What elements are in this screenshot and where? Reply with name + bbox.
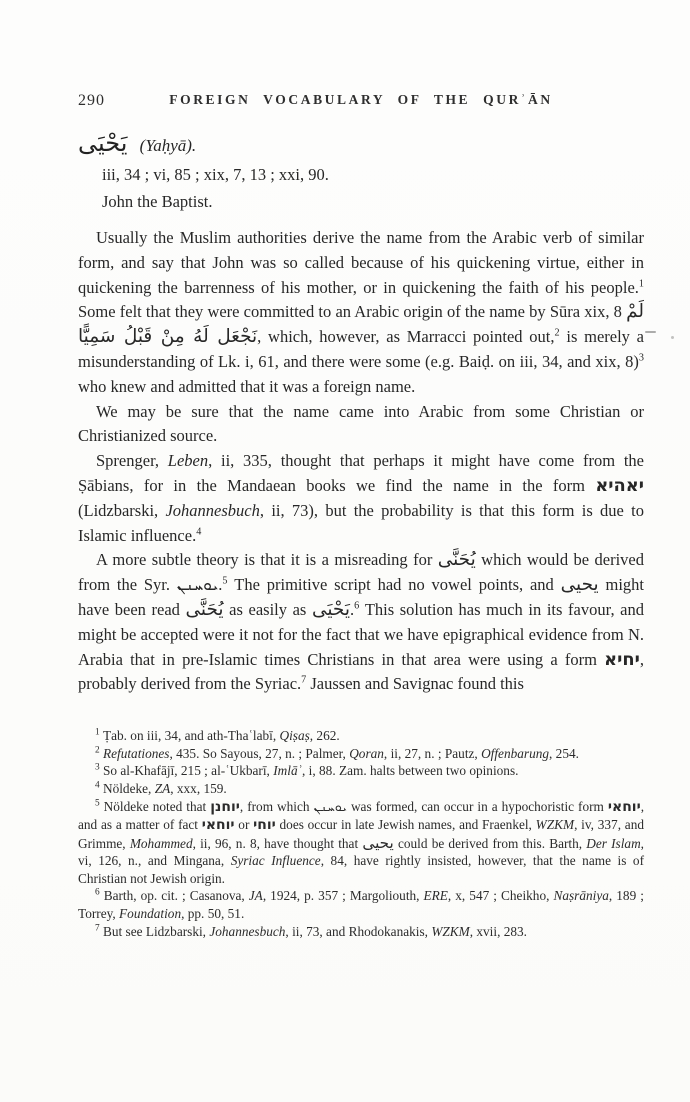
text-run: But see Lidzbarski, xyxy=(99,923,210,939)
footnote xyxy=(78,923,644,941)
arabic-text-run: يحيى xyxy=(362,833,394,852)
text-run: , pp. 50, 51. xyxy=(181,906,245,922)
text-run: might have been read xyxy=(78,575,645,619)
footnote-marker: 5 xyxy=(95,798,100,809)
paragraph xyxy=(78,449,644,548)
text-run: ZA xyxy=(154,780,171,796)
text-run: JA xyxy=(248,888,263,904)
text-run: Naṣrāniya xyxy=(553,888,609,904)
text-run: , ii, 73, and Rhodokanakis, xyxy=(285,923,432,939)
footnote-marker: 5 xyxy=(222,575,228,587)
text-run: , 254. xyxy=(549,745,579,761)
text-run: who knew and admitted that it was a foreign name. xyxy=(78,376,416,396)
page-number: 290 xyxy=(78,92,105,109)
footnote-marker: 3 xyxy=(95,762,100,773)
arabic-text-run: يَحْيَى xyxy=(311,598,350,620)
entry-gloss: John the Baptist. xyxy=(102,192,213,211)
footnote xyxy=(78,780,644,798)
text-run: Ṭab. on iii, 34, and ath-Thaʿlabī, xyxy=(99,728,280,744)
text-run: Qiṣaṣ xyxy=(279,728,310,744)
text-run: Leben xyxy=(167,451,209,471)
verse-references: iii, 34 ; vi, 85 ; xix, 7, 13 ; xxi, 90. xyxy=(102,165,329,184)
text-run: , from which xyxy=(239,798,314,814)
text-run: as easily as xyxy=(223,599,312,619)
text-run: , xvii, 283. xyxy=(469,923,527,939)
text-run: was formed, can occur in a hypochoristic form xyxy=(346,798,608,814)
paragraph xyxy=(78,226,644,400)
arabic-text-run: يُحَنَّى xyxy=(185,598,224,620)
text-run: (Lidzbarski, xyxy=(78,500,166,520)
text-run: Mohammed xyxy=(129,835,193,851)
headword-transliteration: (Yaḥyā). xyxy=(139,136,197,155)
footnote xyxy=(78,727,644,745)
text-run: Johannesbuch xyxy=(209,923,286,939)
text-run: WZKM xyxy=(535,817,575,833)
paragraph xyxy=(78,400,644,450)
text-run: We may be sure that the name came into Arabic from some Christian or Christianized source. xyxy=(78,401,644,446)
text-run: could be derived from this. Barth, xyxy=(393,835,587,851)
text-run: Foundation xyxy=(119,906,182,922)
text-run: Jaussen and Savignac found this xyxy=(306,674,524,694)
hebrew-text-run: יוחנן xyxy=(210,798,240,815)
footnote-marker: 7 xyxy=(95,923,100,934)
text-run: Syriac Influence xyxy=(230,853,321,869)
text-run: Imlāʾ xyxy=(273,763,303,779)
text-run: , and as a matter of fact xyxy=(78,798,645,833)
text-run: Nöldeke, xyxy=(99,780,155,796)
footnotes xyxy=(78,727,644,940)
arabic-text-run: يحيى xyxy=(560,574,599,596)
text-run: This solution has much in its favour, and might be accepted were it not for the fact that we have epigraphical evidence from N. Arabia that in pre-Islamic times Christians in that area were using a form xyxy=(78,599,645,669)
syriac-text-run: ܝܘܚܢܢ xyxy=(313,798,347,814)
footnote xyxy=(78,762,644,780)
text-run: , ii, 27, n. ; Pautz, xyxy=(383,745,482,761)
text-run: , ii, 73), but the probability is that this form is due to Islamic influence. xyxy=(78,500,644,545)
text-run: , vi, 126, n., and Mingana, xyxy=(78,835,644,869)
text-run: , probably derived from the Syriac. xyxy=(78,649,644,694)
running-header xyxy=(78,92,644,110)
entry-headword xyxy=(78,128,644,161)
text-run: . xyxy=(349,599,355,619)
text-run: , ii, 335, thought that perhaps it might have come from the Ṣābians, for in the Mandaean books we find the name in the form xyxy=(78,451,644,495)
text-run: , i, 88. Zam. halts between two opinions. xyxy=(302,763,519,779)
footnote-marker: 2 xyxy=(95,745,100,756)
footnote-marker: 2 xyxy=(554,327,560,339)
footnote-marker: 4 xyxy=(95,780,100,791)
text-run: , 1924, p. 357 ; Margoliouth, xyxy=(262,888,424,904)
text-run: , x, 547 ; Cheikho, xyxy=(447,888,554,904)
arabic-text-run: يُحَنَّى xyxy=(437,549,476,571)
text-run: , 262. xyxy=(309,728,340,744)
text-run: Refutationes xyxy=(102,745,170,761)
text-run: or xyxy=(234,817,254,833)
text-run: , iv, 337, and Grimme, xyxy=(78,817,644,851)
hebrew-text-run: יוחי xyxy=(253,817,276,834)
footnote xyxy=(78,745,644,763)
arabic-text-run: لَمْ نَجْعَل لَهُ مِنْ قَبْلُ سَمِيًّا xyxy=(78,301,644,348)
running-title: FOREIGN VOCABULARY OF THE QURʾĀN xyxy=(169,92,553,107)
paragraph xyxy=(78,548,644,697)
body-paragraphs xyxy=(78,226,644,697)
text-run: . xyxy=(218,575,223,595)
text-run: , xxx, 159. xyxy=(170,780,227,796)
arabic-headword: يَحْيَى xyxy=(78,129,128,157)
footnote-marker: 7 xyxy=(301,674,307,686)
text-run: The primitive script had no vowel points, and xyxy=(227,575,561,595)
text-run: Qoran xyxy=(349,745,384,761)
footnote-marker: 1 xyxy=(95,727,100,738)
text-run: , which, however, as Marracci pointed out, xyxy=(257,327,555,347)
footnote xyxy=(78,798,644,888)
footnote xyxy=(78,887,644,922)
text-run: does occur in late Jewish names, and Fraenkel, xyxy=(275,817,536,833)
hebrew-text-run: יאהיא xyxy=(595,474,644,496)
syriac-text-run: ܝܘܚܢܢ xyxy=(176,575,219,595)
text-run: So al-Khafājī, 215 ; al-ʿUkbarī, xyxy=(99,763,274,779)
text-run: Usually the Muslim authorities derive the name from the Arabic verb of similar form, and say that John was so called because of his quickening virtue, either in quickening the barrenness of his mother, or in quickening the faith of his people. xyxy=(78,228,644,297)
text-run: Der Islam xyxy=(586,835,641,851)
hebrew-text-run: יוחאי xyxy=(607,798,641,815)
text-run: Offenbarung xyxy=(481,745,550,761)
text-run: , ii, 96, n. 8, have thought that xyxy=(192,835,363,851)
hebrew-text-run: יוחאי xyxy=(201,817,235,834)
scan-artifact-dot xyxy=(671,336,674,339)
text-run: A more subtle theory is that it is a misreading for xyxy=(96,550,438,570)
text-run: which would be derived from the Syr. xyxy=(78,550,644,595)
page-content xyxy=(78,92,644,940)
text-run: , 84, have rightly insisted, however, that the name is of Christian not Jewish origin. xyxy=(78,853,644,886)
footnote-marker: 4 xyxy=(196,526,202,538)
hebrew-text-run: יחיא xyxy=(604,648,640,670)
footnote-marker: 6 xyxy=(95,888,100,899)
text-run: Johannesbuch xyxy=(165,500,260,520)
text-run: Some felt that they were committed to an Arabic origin of the name by Sūra xix, 8 xyxy=(78,302,627,322)
text-run: is merely a misunderstanding of Lk. i, 61, and there were some (e.g. Baiḍ. on iii, 34, and xix, 8) xyxy=(78,327,644,371)
text-run: Barth, op. cit. ; Casanova, xyxy=(99,888,249,904)
footnote-marker: 6 xyxy=(354,600,360,612)
text-run: ERE xyxy=(423,888,448,904)
text-run: , 189 ; Torrey, xyxy=(78,888,644,922)
text-run: Sprenger, xyxy=(96,451,168,471)
text-run: Nöldeke noted that xyxy=(99,798,211,814)
text-run: WZKM xyxy=(431,923,470,939)
footnote-marker: 1 xyxy=(638,278,644,290)
text-run: , 435. So Sayous, 27, n. ; Palmer, xyxy=(169,745,350,761)
scan-artifact-dash xyxy=(645,331,656,333)
footnote-marker: 3 xyxy=(638,352,644,364)
